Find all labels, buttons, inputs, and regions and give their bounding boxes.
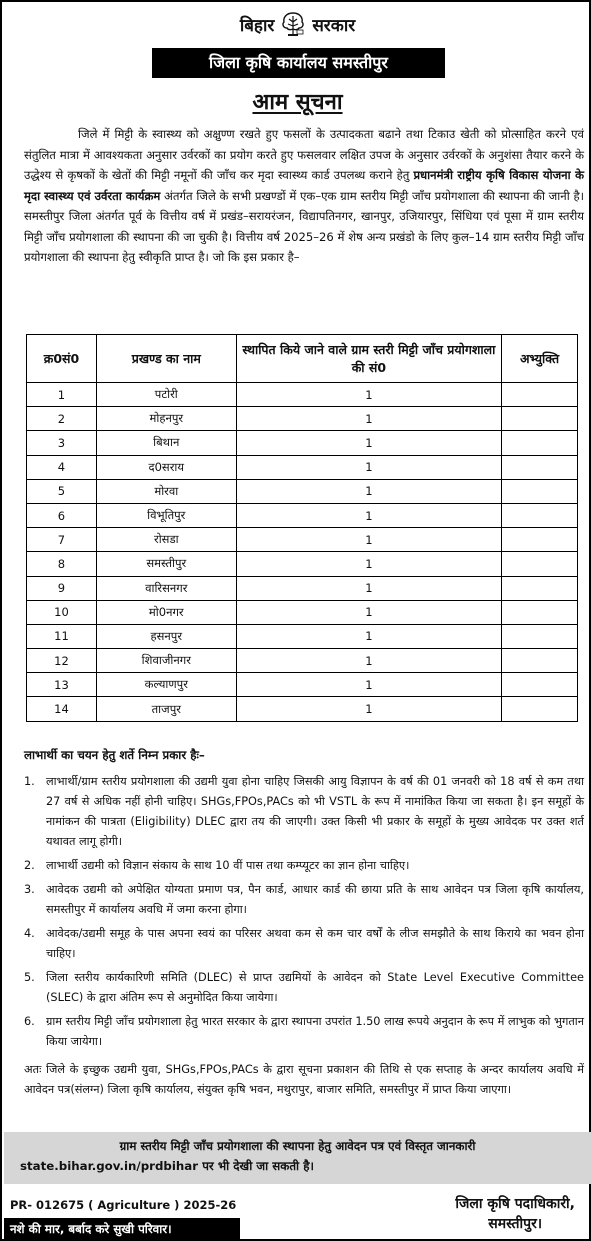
scheme-name: प्रधानमंत्री राष्ट्रीय कृषि विकास योजना के मृदा स्वास्थ्य एवं उर्वरता कार्यक्रम — [24, 168, 584, 203]
table-body — [27, 383, 578, 722]
cell-lab-count: 1 — [236, 407, 501, 431]
cell-block-name: मोरवा — [96, 479, 236, 503]
cell-serial: 14 — [27, 697, 97, 721]
cell-serial: 9 — [27, 576, 97, 600]
cell-block-name: समस्तीपुर — [96, 552, 236, 576]
condition-text: ग्राम स्तरीय मिट्टी जाँच प्रयोगशाला हेतु भारत सरकार के द्वारा स्थापना उपरांत 1.50 लाख रूपये अनुदान के रूप में लाभुक को भुगतान किया जायेगा। — [46, 1015, 584, 1048]
cell-block-name: द0सराय — [96, 455, 236, 479]
cell-block-name: ताजपुर — [96, 697, 236, 721]
cell-remarks — [502, 624, 578, 648]
table-row — [27, 383, 578, 407]
info-box — [4, 1132, 591, 1184]
cell-serial: 12 — [27, 649, 97, 673]
table-row — [27, 479, 578, 503]
table-row — [27, 407, 578, 431]
cell-block-name: विभूतिपुर — [96, 503, 236, 527]
table-row — [27, 576, 578, 600]
pr-number: PR- 012675 ( Agriculture ) 2025-26 — [10, 1198, 237, 1212]
condition-number: 5. — [24, 971, 35, 984]
condition-text: लाभार्थी उद्यमी को विज्ञान संकाय के साथ 10 वीं पास तथा कम्प्यूटर का ज्ञान होना चाहिए। — [46, 859, 410, 872]
cell-remarks — [502, 697, 578, 721]
cell-block-name: कल्याणपुर — [96, 673, 236, 697]
cell-serial: 5 — [27, 479, 97, 503]
table-row — [27, 503, 578, 527]
gov-right-text: सरकार — [312, 15, 356, 36]
condition-number: 1. — [24, 775, 35, 788]
condition-text: लाभार्थी/ग्राम स्तरीय प्रयोगशाला की उद्यमी युवा होना चाहिए जिसकी आयु विज्ञापन के वर्ष की 01 जनवरी को 18 वर्ष से कम तथा 27 वर्ष से अधिक नहीं होनी चाहिए। SHGs,FPOs,PACs को भी VSTL के रूप में नामांकित किया जा सकता है। इन समूहों के नामांकन की पात्रता (Eligibility) DLEC द्वारा तय की जाएगी। उक्त किसी भी प्रकार के समूहों के मुख्य आवेदक पर उक्त शर्त यथावत लागू होगी। — [46, 775, 584, 848]
table-row — [27, 649, 578, 673]
slogan-banner: नशे की मार, बर्बाद करे सुखी परिवार। — [4, 1218, 240, 1240]
condition-item — [24, 924, 584, 964]
cell-serial: 7 — [27, 528, 97, 552]
intro-paragraph: जिले में मिट्टी के स्वास्थ्य को अक्षुण्ण रखते हुए फसलों के उत्पादकता बढाने तथा टिकाउ खेती को प्रोत्साहित करने एवं संतुलित मात्रा में आवश्यकता अनुसार उर्वरकों का प्रयोग करते हुए फसलवार लक्षित उपज के अनुसार उर्वरकों के अनुशंसा तैयार करने के उद्धेश्य से कृषकों के खेतों की मिट्टी नमूनों की जाँच कर मृदा स्वास्थ्य कार्ड उपलब्ध कराने हेतु प्रधानमंत्री राष्ट्रीय कृषि विकास योजना के मृदा स्वास्थ्य एवं उर्वरता कार्यक्रम अंतर्गत जिले के सभी प्रखण्डों में एक–एक ग्राम स्तरीय मिट्टी जाँच प्रयोगशाला की स्थापना की जानी है। समस्तीपुर जिला अंतर्गत पूर्व के वित्तीय वर्ष में प्रखंड–सरायरंजन, विद्यापतिनगर, खानपुर, उजियारपुर, सिंधिया एवं पूसा में ग्राम स्तरीय मिट्टी जाँच प्रयोगशाला की स्थापना की जा चुकी है। वित्तीय वर्ष 2025–26 में शेष अन्य प्रखंडो के लिए कुल–14 ग्राम स्तरीय मिट्टी जाँच प्रयोगशाला की स्थापना हेतु स्वीकृति प्राप्त है। जो कि इस प्रकार है– — [24, 127, 584, 264]
conditions-title: लाभार्थी का चयन हेतु शर्ते निम्न प्रकार हैः– — [24, 748, 205, 762]
cell-remarks — [502, 649, 578, 673]
table-header-row — [27, 335, 578, 383]
cell-lab-count: 1 — [236, 673, 501, 697]
col-header-labs: स्थापित किये जाने वाले ग्राम स्तरी मिट्टी जाँच प्रयोगशाला की सं0 — [236, 335, 501, 383]
condition-item — [24, 772, 584, 852]
condition-number: 2. — [24, 859, 35, 872]
info-line-1: ग्राम स्तरीय मिट्टी जाँच प्रयोगशाला की स्थापना हेतु आवेदन पत्र एवं विस्तृत जानकारी — [119, 1139, 476, 1153]
cell-serial: 3 — [27, 431, 97, 455]
cell-remarks — [502, 600, 578, 624]
cell-remarks — [502, 431, 578, 455]
notice-title: आम सूचना — [252, 90, 343, 115]
officer-signature-block — [455, 1194, 575, 1234]
cell-block-name: मोहनपुर — [96, 407, 236, 431]
cell-remarks — [502, 407, 578, 431]
officer-title: जिला कृषि पदाधिकारी, — [455, 1196, 575, 1212]
officer-place: समस्तीपुर। — [488, 1216, 543, 1232]
col-header-remarks: अभ्युक्ति — [502, 335, 578, 383]
condition-item — [24, 968, 584, 1008]
table-row — [27, 600, 578, 624]
cell-block-name: हसनपुर — [96, 624, 236, 648]
blocks-table — [26, 334, 578, 722]
cell-block-name: रोसडा — [96, 528, 236, 552]
cell-remarks — [502, 552, 578, 576]
cell-serial: 11 — [27, 624, 97, 648]
table-row — [27, 528, 578, 552]
cell-block-name: शिवाजीनगर — [96, 649, 236, 673]
government-header — [2, 10, 591, 38]
condition-number: 6. — [24, 1015, 35, 1028]
cell-lab-count: 1 — [236, 455, 501, 479]
table-row — [27, 431, 578, 455]
condition-number: 4. — [24, 927, 35, 940]
table-row — [27, 673, 578, 697]
cell-block-name: मो0नगर — [96, 600, 236, 624]
cell-lab-count: 1 — [236, 649, 501, 673]
cell-serial: 1 — [27, 383, 97, 407]
cell-lab-count: 1 — [236, 431, 501, 455]
cell-remarks — [502, 576, 578, 600]
cell-serial: 2 — [27, 407, 97, 431]
cell-lab-count: 1 — [236, 576, 501, 600]
condition-text: आवेदक उद्यमी को अपेक्षित योग्यता प्रमाण पत्र, पैन कार्ड, आधार कार्ड की छाया प्रति के साथ आवेदन पत्र जिला कृषि कार्यालय, समस्तीपुर में कार्यालय अवधि में जमा करना होगा। — [46, 883, 584, 916]
condition-item — [24, 880, 584, 920]
cell-block-name: पटोरी — [96, 383, 236, 407]
cell-lab-count: 1 — [236, 479, 501, 503]
table-row — [27, 624, 578, 648]
cell-block-name: बिथान — [96, 431, 236, 455]
table-row — [27, 697, 578, 721]
info-url[interactable]: state.bihar.gov.in/prdbihar — [20, 1159, 199, 1173]
cell-remarks — [502, 673, 578, 697]
cell-remarks — [502, 503, 578, 527]
cell-serial: 6 — [27, 503, 97, 527]
cell-serial: 10 — [27, 600, 97, 624]
cell-remarks — [502, 528, 578, 552]
cell-remarks — [502, 479, 578, 503]
cell-lab-count: 1 — [236, 600, 501, 624]
cell-lab-count: 1 — [236, 624, 501, 648]
info-line-2: state.bihar.gov.in/prdbihar पर भी देखी जा सकती है। — [20, 1159, 314, 1173]
col-header-block: प्रखण्ड का नाम — [96, 335, 236, 383]
bodhi-tree-emblem-icon — [280, 10, 306, 38]
cell-lab-count: 1 — [236, 503, 501, 527]
cell-lab-count: 1 — [236, 697, 501, 721]
condition-number: 3. — [24, 883, 35, 896]
cell-block-name: वारिसनगर — [96, 576, 236, 600]
cell-lab-count: 1 — [236, 383, 501, 407]
table-row — [27, 552, 578, 576]
conditions-list — [24, 772, 584, 1056]
condition-text: जिला स्तरीय कार्यकारिणी समिति (DLEC) से प्राप्त उद्यमियों के आवेदन को State Level Executive Committee (SLEC) के द्वारा अंतिम रूप से अनुमोदित किया जायेगा। — [46, 971, 584, 1004]
cell-remarks — [502, 383, 578, 407]
cell-serial: 13 — [27, 673, 97, 697]
closing-paragraph: अतः जिले के इच्छुक उद्यमी युवा, SHGs,FPOs,PACs के द्वारा सूचना प्रकाशन की तिथि से एक सप्ताह के अन्दर कार्यालय अवधि में आवेदन पत्र(संलग्न) जिला कृषि कार्यालय, संयुक्त कृषि भवन, मथुरापुर, बाजार समिति, समस्तीपुर में प्राप्त किया जाएगा। — [24, 1063, 584, 1096]
cell-serial: 4 — [27, 455, 97, 479]
condition-text: आवेदक/उद्यमी समूह के पास अपना स्वयं का परिसर अथवा कम से कम चार वर्षों के लीज समझौते के साथ किराये का भवन होना चाहिए। — [46, 927, 584, 960]
cell-lab-count: 1 — [236, 552, 501, 576]
cell-lab-count: 1 — [236, 528, 501, 552]
cell-remarks — [502, 455, 578, 479]
condition-item — [24, 856, 584, 876]
table-row — [27, 455, 578, 479]
cell-serial: 8 — [27, 552, 97, 576]
office-banner: जिला कृषि कार्यालय समस्तीपुर — [152, 48, 445, 78]
col-header-serial: क्र0सं0 — [27, 335, 97, 383]
condition-item — [24, 1012, 584, 1052]
gov-left-text: बिहार — [239, 15, 275, 36]
